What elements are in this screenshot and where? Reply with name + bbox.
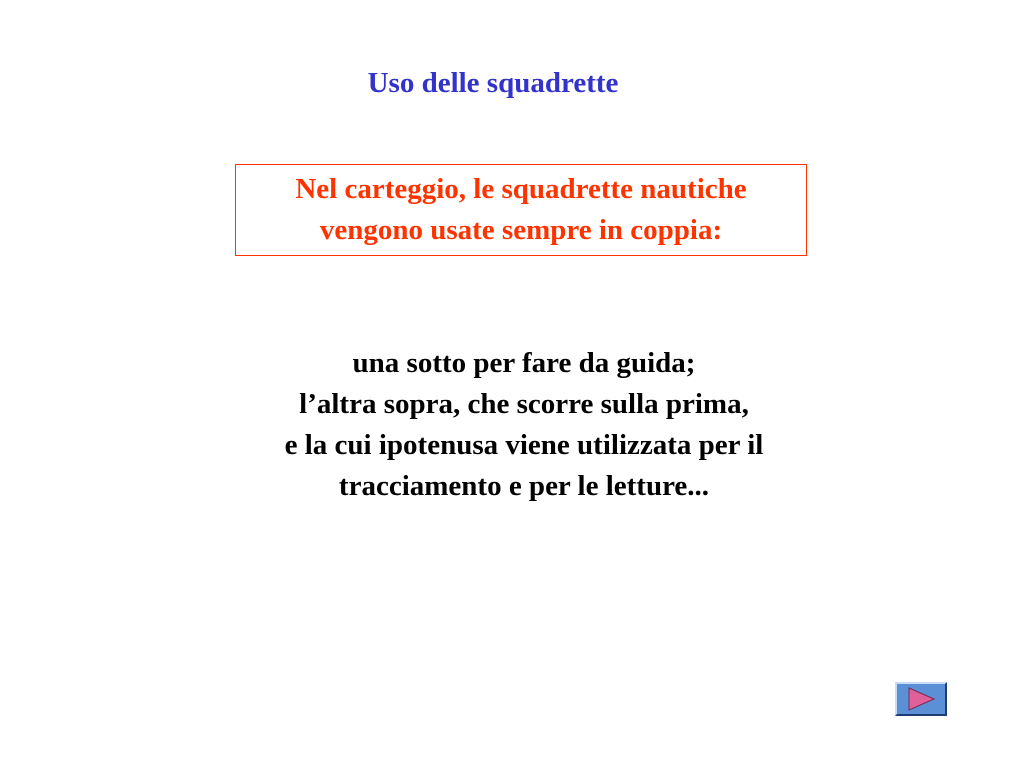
body-line-4: tracciamento e per le letture... <box>338 470 710 502</box>
body-text <box>0 343 1024 507</box>
slide-title: Uso delle squadrette <box>367 67 619 99</box>
callout-box <box>235 164 807 256</box>
play-arrow-icon <box>906 687 936 711</box>
next-slide-button[interactable] <box>895 682 947 716</box>
body-line-3: e la cui ipotenusa viene utilizzata per il <box>284 429 764 461</box>
body-line-2: l’altra sopra, che scorre sulla prima, <box>299 388 749 420</box>
callout-line-2: vengono usate sempre in coppia: <box>319 214 723 246</box>
body-line-1: una sotto per fare da guida; <box>352 347 696 379</box>
callout-line-1: Nel carteggio, le squadrette nautiche <box>295 173 747 205</box>
